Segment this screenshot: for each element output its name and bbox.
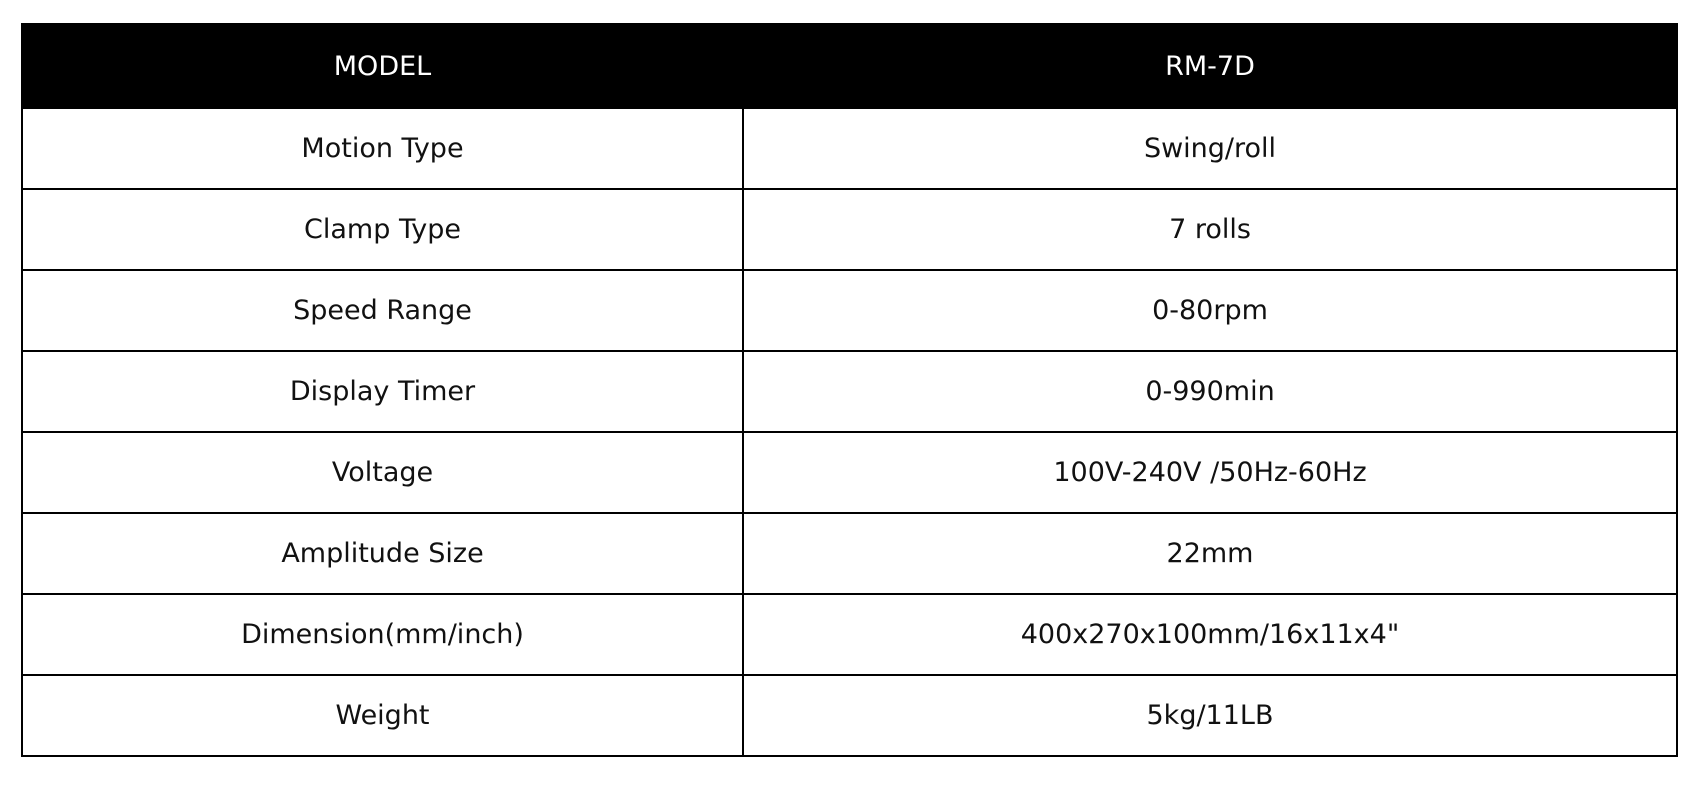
table-row [22,513,1677,594]
header-model-value: RM-7D [743,24,1677,108]
spec-label: Amplitude Size [22,513,743,594]
spec-label: Speed Range [22,270,743,351]
spec-value: 400x270x100mm/16x11x4" [743,594,1677,675]
table-row [22,594,1677,675]
spec-value: 22mm [743,513,1677,594]
table-body [22,108,1677,756]
spec-value: 7 rolls [743,189,1677,270]
spec-label: Clamp Type [22,189,743,270]
header-model-label: MODEL [22,24,743,108]
table-row [22,432,1677,513]
spec-value: 0-80rpm [743,270,1677,351]
table-row [22,189,1677,270]
table-header [22,24,1677,108]
spec-value: Swing/roll [743,108,1677,189]
spec-value: 5kg/11LB [743,675,1677,756]
spec-label: Motion Type [22,108,743,189]
spec-value: 100V-240V /50Hz-60Hz [743,432,1677,513]
spec-value: 0-990min [743,351,1677,432]
table-row [22,270,1677,351]
table-row [22,351,1677,432]
header-row [22,24,1677,108]
spec-label: Display Timer [22,351,743,432]
spec-label: Voltage [22,432,743,513]
spec-label: Weight [22,675,743,756]
table-row [22,675,1677,756]
spec-label: Dimension(mm/inch) [22,594,743,675]
spec-table [21,23,1678,757]
table-row [22,108,1677,189]
